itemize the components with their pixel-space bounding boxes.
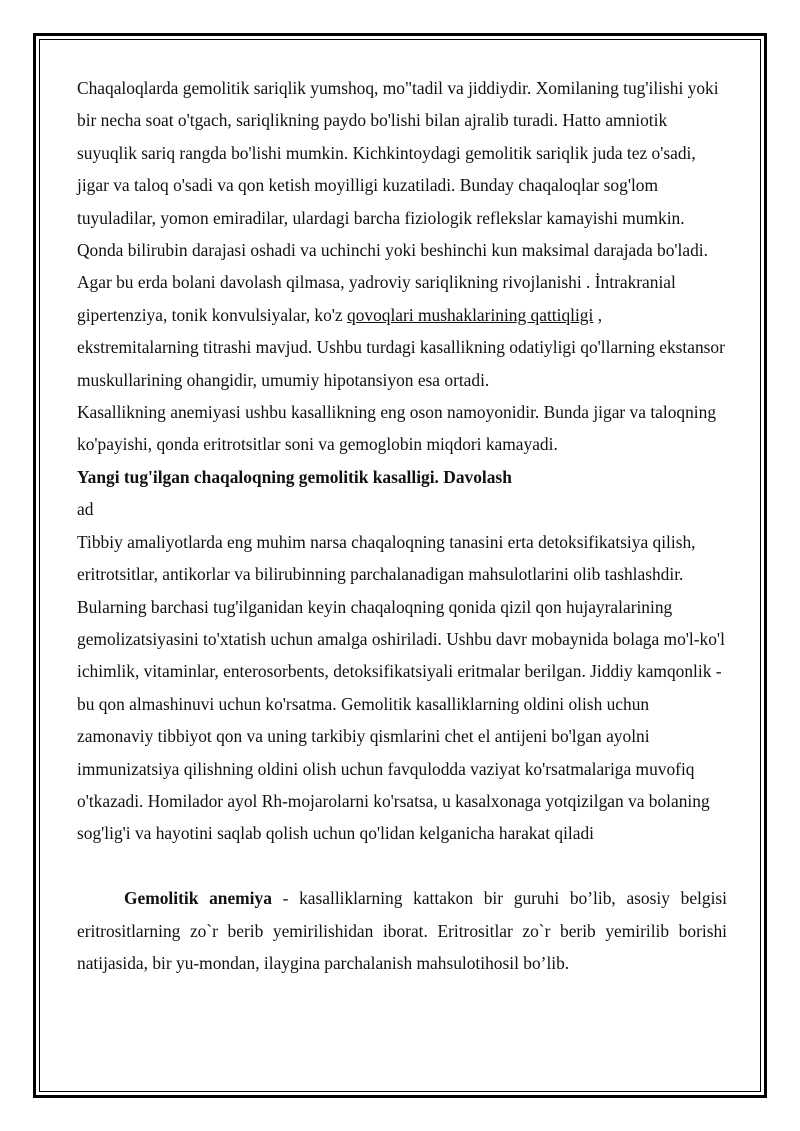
term-hemolytic-anemia: Gemolitik anemiya: [124, 888, 272, 909]
paragraph-treatment: Tibbiy amaliyotlarda eng muhim narsa chaqaloqning tanasini erta detoksifikatsiya qilish, eritrotsitlar, antikorlar va bilirubinning parchalanadigan mahsulotlarini olib tashlashdir. Bularning barchasi tug'ilganidan keyin chaqaloqning qonida qizil qon hujayralarining gemolizatsiyasini to'xtatish uchun amalga oshiriladi. Ushbu davr mobaynida bolaga mo'l-ko'l ichimlik, vitaminlar, enterosorbents, detoksifikatsiyali eritmalar berilgan. Jiddiy kamqonlik - bu qon almashinuvi uchun ko'rsatma. Gemolitik kasalliklarning oldini olish uchun zamonaviy tibbiyot qon va uning tarkibiy qismlarini chet el antijeni bo'lgan ayolni immunizatsiya qilishning oldini olish uchun favqulodda vaziyat ko'rsatmalariga muvofiq o'tkazadi. Homilador ayol Rh-mojarolarni ko'rsatsa, u kasalxonaga yotqizilgan va bolaning sog'lig'i va hayotini saqlab qolish uchun qo'lidan kelganicha harakat qiladi: [77, 531, 725, 844]
hyperlink-eyelid-muscles[interactable]: qovoqlari mushaklarining qattiqligi: [347, 304, 594, 325]
text-fragment: ad: [77, 499, 94, 520]
section-heading-treatment: Yangi tug'ilgan chaqaloqning gemolitik kasalligi. Davolash: [77, 466, 512, 487]
document-body: [77, 72, 727, 979]
paragraph-hemolytic-anemia-text: - kasalliklarning kattakon bir guruhi bo’lib, asosiy belgisi eritrositlarning zo`r berib yemirilishidan iborat. Eritrositlar zo`r berib yemirilib borishi natijasida, bir yu-mondan, ilaygina parchalanish mahsulotihosil bo’lib.: [77, 888, 728, 973]
paragraph-anemia-form: Kasallikning anemiyasi ushbu kasallikning eng oson namoyonidir. Bunda jigar va taloqning ko'payishi, qonda eritrotsitlar soni va gemoglobin miqdori kamayadi.: [77, 402, 717, 455]
paragraph-symptoms: [77, 72, 727, 396]
blank-line: [77, 850, 727, 882]
paragraph-hemolytic-anemia: [77, 882, 727, 979]
paragraph-symptoms-text-start: Chaqaloqlarda gemolitik sariqlik yumshoq, mo"tadil va jiddiydir. Xomilaning tug'ilishi yoki bir necha soat o'tgach, sariqlikning paydo bo'lishi bilan ajralib turadi. Hatto amniotik suyuqlik sariq rangda bo'lishi mumkin. Kichkintoydagi gemolitik sariqlik juda tez o'sadi, jigar va taloq o'sadi va qon ketish moyilligi kuzatiladi. Bunday chaqaloqlar sog'lom tuyuladilar, yomon emiradilar, ulardagi barcha fiziologik reflekslar kamayishi mumkin. Qonda bilirubin darajasi oshadi va uchinchi yoki beshinchi kun maksimal darajada bo'ladi. Agar bu erda bolani davolash qilmasa, yadroviy sariqlikning rivojlanishi . İntrakranial gipertenziya, tonik konvulsiyalar, ko'z: [77, 78, 719, 325]
paragraph-symptoms-text-end: , ekstremitalarning titrashi mavjud. Ushbu turdagi kasallikning odatiyligi qo'llarning ekstansor muskullarining ohangidir, umumiy hipotansiyon esa ortadi.: [77, 304, 725, 390]
